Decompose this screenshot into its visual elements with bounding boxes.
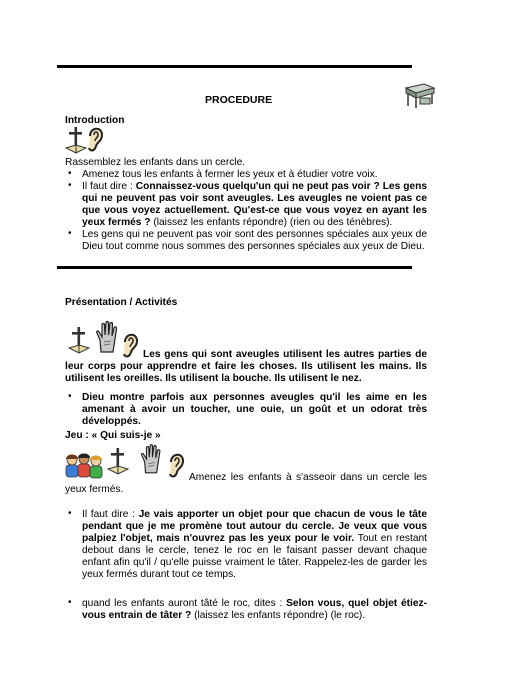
intro-first-line: Rassemblez les enfants dans un cercle. xyxy=(65,157,246,168)
bullet: • xyxy=(68,168,72,179)
middle-rule xyxy=(57,266,412,269)
bullet: • xyxy=(68,508,72,519)
presentation-bullet-1: Dieu montre parfois aux personnes aveugles qu'il les aime en les amenant à avoir un toucher, une ouie, un goût et un odorat très développés. xyxy=(82,392,427,427)
hand-icon xyxy=(140,443,164,475)
bullet: • xyxy=(68,597,72,608)
bullet: • xyxy=(68,180,72,191)
intro-bullet-3: Les gens qui ne peuvent pas voir sont des personnes spéciales aux yeux de Dieu tout comme nous sommes des personnes spéciales aux yeux de Dieu. xyxy=(82,229,427,252)
presentation-heading: Présentation / Activités xyxy=(65,297,178,308)
game-bullet-2: quand les enfants auront tâté le roc, dites : Selon vous, quel objet étiez-vous entrain de tâter ? (laissez les enfants répondre) (le roc). xyxy=(82,598,427,621)
presentation-para-1: Les gens qui sont aveugles utilisent les autres parties de leur corps pour apprendre et faire les choses. Ils utilisent les mains. Ils utilisent les oreilles. Ils utilisent la bouche. Ils utilisent le nez. xyxy=(65,349,427,384)
game-bullet-1: Il faut dire : Je vais apporter un objet pour que chacun de vous le tâte pendant que je me promène tout autour du cercle. Je veux que vous palpiez l'objet, mais n'ouvrez pas les yeux pour le voir. Tout en restant debout dans le cercle, tenez le roc en le faisant passer devant chaque enfant afin qu'il / qu'elle puisse vraiment le tâter. Rappelez-les de garder les yeux fermés durant tout ce temps. xyxy=(82,509,427,580)
bullet: • xyxy=(68,228,72,239)
desk-icon xyxy=(402,80,438,110)
game-intro: Amenez les enfants à s'asseoir dans un cercle les yeux fermés. xyxy=(65,472,427,495)
cross-bible-icon xyxy=(65,126,87,156)
intro-bullet-1: Amenez tous les enfants à fermer les yeux et à étudier votre voix. xyxy=(82,169,378,180)
intro-bullet-2: Il faut dire : Connaissez-vous quelqu'un qui ne peut pas voir ? Les gens qui ne peuvent pas voir sont aveugles. Les aveugles ne voient pas ce que vous voyez actuellement. Qu'est-ce que vous voyez en ayant les yeux fermés ? (laissez les enfants répondre) (rien ou des ténèbres). xyxy=(82,181,427,228)
game-heading: Jeu : « Qui suis-je » xyxy=(65,430,161,441)
top-rule xyxy=(57,65,412,68)
intro-heading: Introduction xyxy=(65,115,125,126)
page-title: PROCEDURE xyxy=(205,94,273,106)
ear-icon xyxy=(86,124,104,154)
bullet: • xyxy=(68,391,72,402)
